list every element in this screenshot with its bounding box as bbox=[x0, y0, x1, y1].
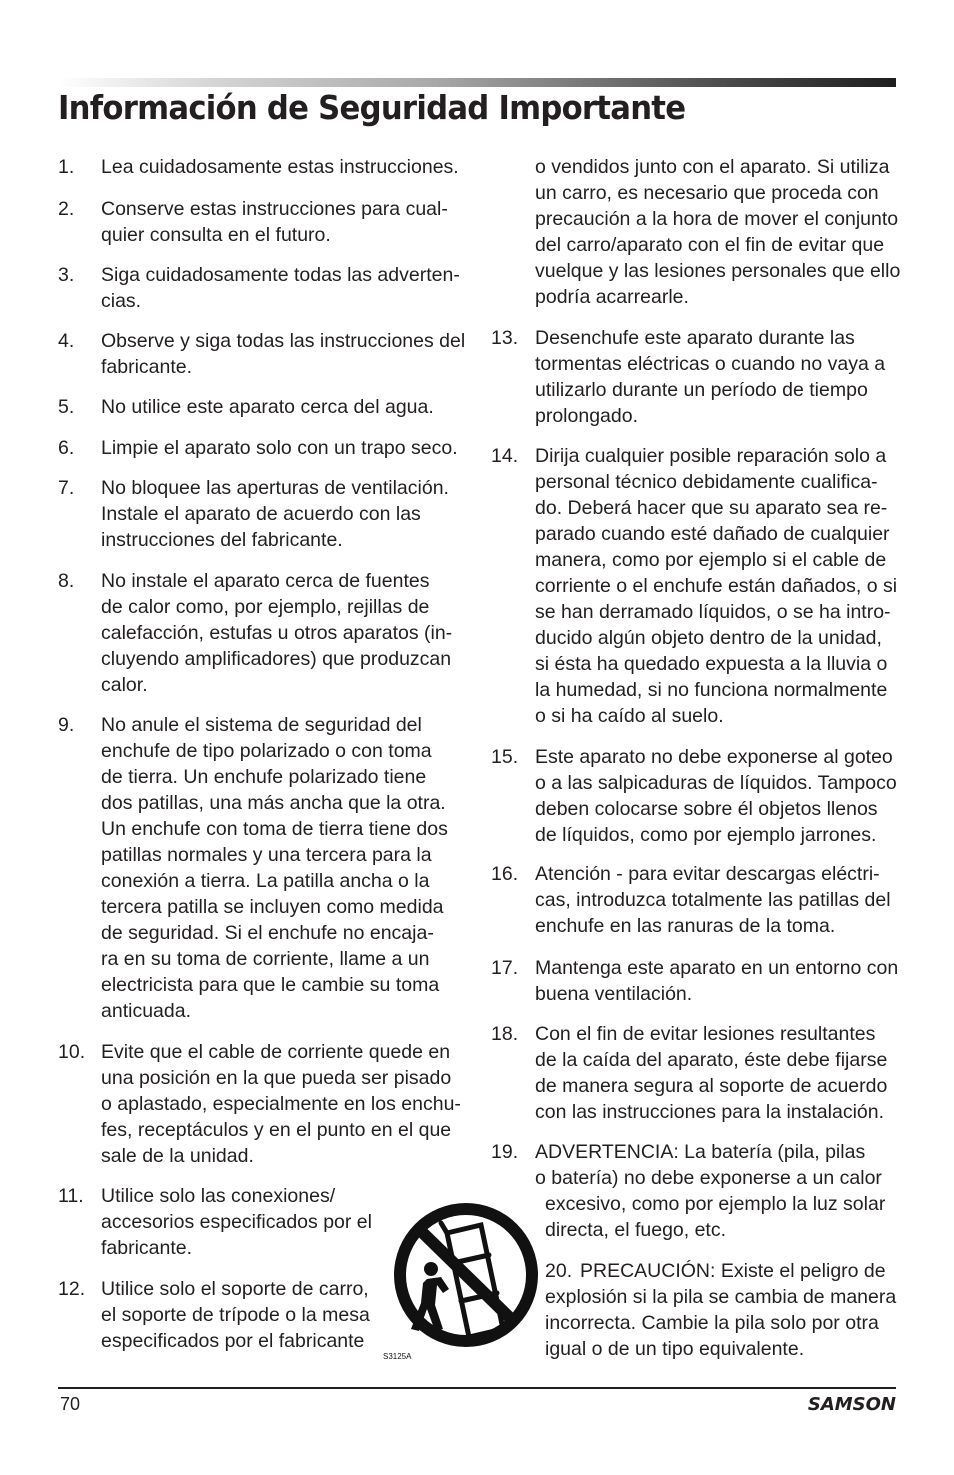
list-item-5: 5. No utilice este aparato cerca del agua. bbox=[58, 396, 434, 418]
list-item-13: 13. Desenchufe este aparato durante las tormentas eléctricas o cuando no vaya a utilizarlo durante un período de tiempo prolongado. bbox=[491, 327, 886, 427]
list-item-12-continuation: o vendidos junto con el aparato. Si utiliza un carro, es necesario que proceda con precaución a la hora de mover el conjunto del carro/aparato con el fin de evitar que vuelque y las lesiones personales que ello podría acarrearle. bbox=[535, 156, 901, 308]
footer-rule bbox=[58, 1387, 896, 1389]
list-item-6: 6. Limpie el aparato solo con un trapo seco. bbox=[58, 437, 458, 459]
list-item-3: 3. Siga cuidadosamente todas las adverten- cias. bbox=[58, 264, 460, 312]
list-item-1: 1. Lea cuidadosamente estas instrucciones. bbox=[58, 156, 459, 178]
list-item-14: 14. Dirija cualquier posible reparación solo a personal técnico debidamente cualifica- do. Deberá hacer que su aparato sea re- parado cuando esté dañado de cualquier manera, como por ejemplo si el cable de corriente o el enchufe están dañados, o si se han derramado líquidos, o se ha intro- ducido algún objeto dentro de la unidad, si ésta ha quedado expuesta a la lluvia o la humedad, si no funciona normalmente o si ha caído al suelo. bbox=[491, 445, 898, 727]
header-gradient-bar bbox=[58, 78, 896, 87]
list-item-15: 15. Este aparato no debe exponerse al goteo o a las salpicaduras de líquidos. Tampoco deben colocarse sobre él objetos llenos de líquidos, como por ejemplo jarrones. bbox=[491, 746, 897, 846]
list-item-16: 16. Atención - para evitar descargas eléctri- cas, introduzca totalmente las patillas del enchufe en las ranuras de la toma. bbox=[491, 863, 891, 937]
list-item-17: 17. Mantenga este aparato en un entorno con buena ventilación. bbox=[491, 957, 899, 1005]
list-item-11: 11. Utilice solo las conexiones/ accesorios especificados por el fabricante. bbox=[58, 1185, 372, 1259]
list-item-2: 2. Conserve estas instrucciones para cual- quier consulta en el futuro. bbox=[58, 198, 448, 246]
page-title: Información de Seguridad Importante bbox=[58, 88, 686, 127]
list-item-10: 10. Evite que el cable de corriente quede en una posición en la que pueda ser pisado o aplastado, especialmente en los enchu- fes, receptáculos y en el punto en el que sale de la unidad. bbox=[58, 1041, 461, 1167]
list-item-20: 20. PRECAUCIÓN: Existe el peligro de explosión si la pila se cambia de manera incorrecta. Cambie la pila solo por otra igual o de un tipo equivalente. bbox=[545, 1260, 897, 1360]
illustration-code: S3125A bbox=[383, 1352, 412, 1361]
list-item-19: 19. ADVERTENCIA: La batería (pila, pilas o batería) no debe exponerse a un calor excesivo, como por ejemplo la luz solar directa, el fuego, etc. bbox=[491, 1141, 886, 1241]
list-item-7: 7. No bloquee las aperturas de ventilación. Instale el aparato de acuerdo con las instrucciones del fabricante. bbox=[58, 477, 449, 551]
list-item-18: 18. Con el fin de evitar lesiones resultantes de la caída del aparato, éste debe fijarse de manera segura al soporte de acuerdo con las instrucciones para la instalación. bbox=[491, 1023, 888, 1123]
list-item-8: 8. No instale el aparato cerca de fuentes de calor como, por ejemplo, rejillas de calefacción, estufas u otros aparatos (in- cluyendo amplificadores) que produzcan calor. bbox=[58, 570, 453, 696]
page-number: 70 bbox=[60, 1394, 81, 1414]
list-item-4: 4. Observe y siga todas las instrucciones del fabricante. bbox=[58, 330, 466, 378]
list-item-12: 12. Utilice solo el soporte de carro, el soporte de trípode o la mesa especificados por el fabricante bbox=[58, 1278, 370, 1352]
list-item-9: 9. No anule el sistema de seguridad del enchufe de tipo polarizado o con toma de tierra. Un enchufe polarizado tiene dos patillas, una más ancha que la otra. Un enchufe con toma de tierra tiene dos patillas normales y una tercera para la conexión a tierra. La patilla ancha o la tercera patilla se incluyen como medida de seguridad. Si el enchufe no encaja- ra en su toma de corriente, llame a un electricista para que le cambie su toma anticuada. bbox=[58, 714, 448, 1022]
brand-logo: SAMSON bbox=[807, 1394, 896, 1415]
